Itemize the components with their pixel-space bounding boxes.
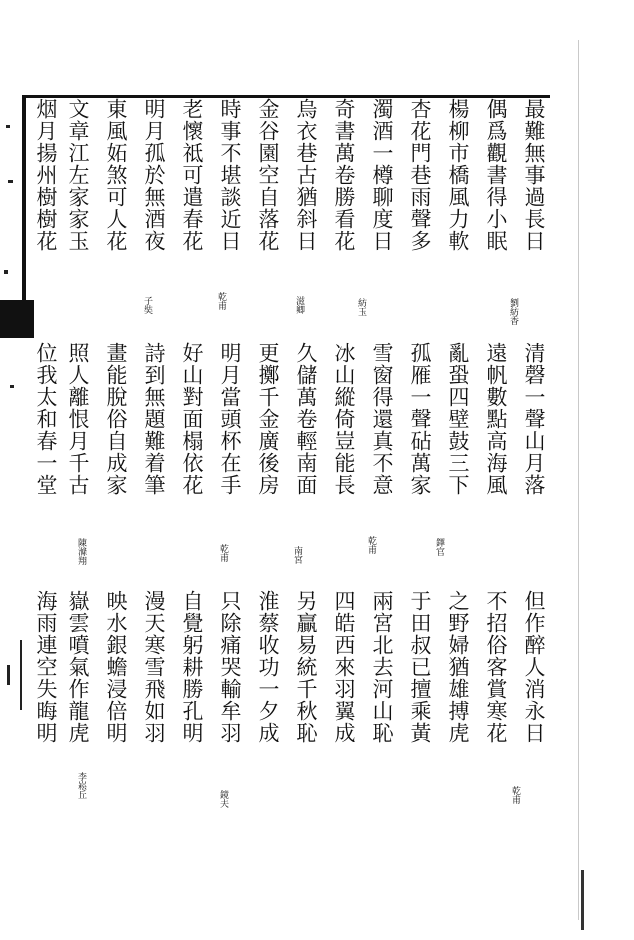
attribution-note: 滋卿 xyxy=(294,296,304,314)
page-left-rule xyxy=(20,640,22,710)
page-edge-rule xyxy=(578,40,579,920)
couplet-line: 亂蛩四壁鼓三下 xyxy=(446,342,470,496)
attribution-note: 鏡夫 xyxy=(218,790,228,808)
couplet-line: 久儲萬卷輕南面 xyxy=(294,342,318,496)
attribution-note: 陳滌翔 xyxy=(76,538,86,565)
attribution-note: 李崧丘 xyxy=(76,772,86,799)
couplet-line: 時事不堪談近日 xyxy=(218,98,242,252)
couplet-line: 東風妬煞可人花 xyxy=(104,98,128,252)
couplet-line: 于田叔已擅乘黃 xyxy=(408,590,432,744)
couplet-line: 楊柳市橋風力軟 xyxy=(446,98,470,252)
attribution-note: 乾甫 xyxy=(366,536,376,554)
couplet-line: 但作醉人消永日 xyxy=(522,590,546,744)
couplet-line: 四皓西來羽翼成 xyxy=(332,590,356,744)
couplet-line: 漫天寒雪飛如羽 xyxy=(142,590,166,744)
page-edge-shadow xyxy=(581,870,584,930)
page-frame-left xyxy=(22,95,26,325)
couplet-line: 位我太和春一堂 xyxy=(34,342,58,496)
couplet-line: 清磬一聲山月落 xyxy=(522,342,546,496)
couplet-line: 明月孤於無酒夜 xyxy=(142,98,166,252)
scan-speck xyxy=(8,180,13,183)
couplet-line: 偶爲觀書得小眠 xyxy=(484,98,508,252)
attribution-note: 子奘 xyxy=(142,296,152,314)
couplet-line: 詩到無題難着筆 xyxy=(142,342,166,496)
attribution-note: 劉紡香 xyxy=(508,298,518,325)
scan-speck xyxy=(7,665,10,685)
couplet-line: 金谷園空自落花 xyxy=(256,98,280,252)
couplet-line: 孤雁一聲砧萬家 xyxy=(408,342,432,496)
attribution-note: 鐸官 xyxy=(434,538,444,556)
couplet-line: 文章江左家家玉 xyxy=(66,98,90,252)
binding-edge-mark xyxy=(0,300,34,338)
couplet-line: 杏花門巷雨聲多 xyxy=(408,98,432,252)
attribution-note: 南宮 xyxy=(292,546,302,564)
couplet-line: 自覺躬耕勝孔明 xyxy=(180,590,204,744)
scan-speck xyxy=(10,385,14,388)
couplet-line: 畫能脫俗自成家 xyxy=(104,342,128,496)
couplet-line: 老懷祗可遣春花 xyxy=(180,98,204,252)
couplet-line: 好山對面榻依花 xyxy=(180,342,204,496)
couplet-line: 不招俗客賞寒花 xyxy=(484,590,508,744)
couplet-line: 最難無事過長日 xyxy=(522,98,546,252)
couplet-line: 照人離恨月千古 xyxy=(66,342,90,496)
couplet-line: 另贏易統千秋恥 xyxy=(294,590,318,744)
couplet-line: 之野婦猶雄搏虎 xyxy=(446,590,470,744)
attribution-note: 紡玉 xyxy=(356,298,366,316)
couplet-line: 濁酒一樽聊度日 xyxy=(370,98,394,252)
scan-speck xyxy=(6,125,10,128)
attribution-note: 乾甫 xyxy=(510,786,520,804)
couplet-line: 海雨連空失晦明 xyxy=(34,590,58,744)
attribution-note: 乾甫 xyxy=(216,292,226,310)
couplet-line: 奇書萬卷勝看花 xyxy=(332,98,356,252)
couplet-line: 烟月揚州樹樹花 xyxy=(34,98,58,252)
couplet-line: 明月當頭杯在手 xyxy=(218,342,242,496)
couplet-line: 遠帆數點高海風 xyxy=(484,342,508,496)
couplet-line: 雪窗得還真不意 xyxy=(370,342,394,496)
couplet-line: 兩宮北去河山恥 xyxy=(370,590,394,744)
couplet-line: 映水銀蟾浸倍明 xyxy=(104,590,128,744)
couplet-line: 烏衣巷古猶斜日 xyxy=(294,98,318,252)
couplet-line: 冰山縱倚豈能長 xyxy=(332,342,356,496)
couplet-line: 淮蔡收功一夕成 xyxy=(256,590,280,744)
couplet-line: 嶽雲噴氣作龍虎 xyxy=(66,590,90,744)
scan-speck xyxy=(4,270,8,274)
couplet-line: 只除痛哭輸牟羽 xyxy=(218,590,242,744)
attribution-note: 乾甫 xyxy=(218,544,228,562)
couplet-line: 更擲千金廣後房 xyxy=(256,342,280,496)
